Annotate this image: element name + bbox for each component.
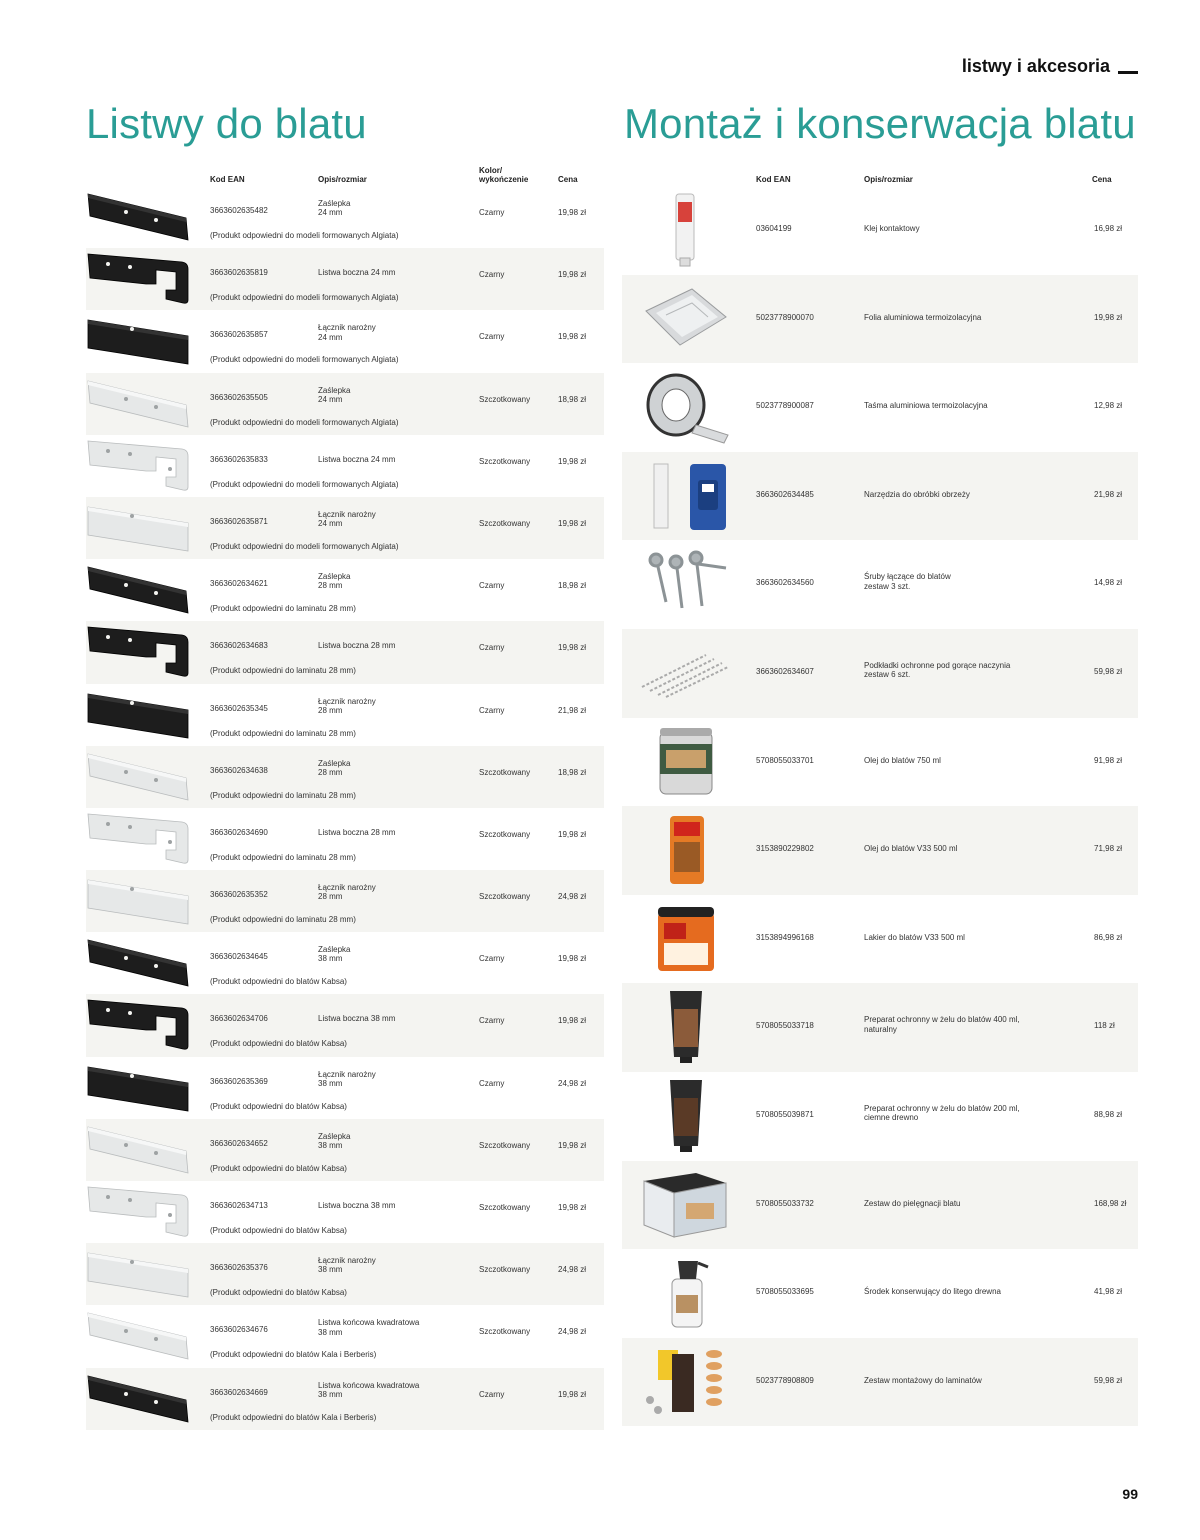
black-end-cap-icon — [86, 936, 190, 990]
description-line-2: 28 mm — [318, 581, 343, 591]
price: 88,98 zł — [1094, 1109, 1123, 1119]
description-line-1: Listwa boczna 28 mm — [318, 827, 396, 837]
ean-code: 3663602634669 — [210, 1387, 268, 1397]
table-row — [86, 186, 604, 248]
ean-code: 3663602635871 — [210, 516, 268, 526]
product-description — [864, 661, 1064, 679]
product-description — [318, 759, 428, 777]
care-kit-icon — [636, 1167, 732, 1243]
price: 14,98 zł — [1094, 578, 1123, 588]
mounting-kit-icon — [636, 1344, 732, 1420]
color-finish: Szczotkowany — [479, 456, 531, 466]
price: 19,98 zł — [558, 829, 587, 839]
product-description — [318, 945, 428, 963]
price: 19,98 zł — [558, 332, 587, 342]
table-row — [86, 559, 604, 621]
table-row — [86, 373, 604, 435]
table-row — [86, 932, 604, 994]
ean-code: 5023778908809 — [756, 1375, 814, 1385]
compatibility-note: (Produkt odpowiedni do modeli formowanych Algiata) — [210, 479, 399, 489]
product-description — [318, 1132, 428, 1150]
color-finish: Szczotkowany — [479, 518, 531, 528]
color-finish: Czarny — [479, 581, 505, 591]
price: 19,98 zł — [558, 1389, 587, 1399]
color-finish: Czarny — [479, 1389, 505, 1399]
table-row — [86, 1057, 604, 1119]
silver-side-strip-icon — [86, 1185, 190, 1239]
compatibility-note: (Produkt odpowiedni do blatów Kabsa) — [210, 1101, 347, 1111]
description-line-1: Listwa boczna 28 mm — [318, 641, 396, 651]
price: 18,98 zł — [558, 581, 587, 591]
color-finish: Szczotkowany — [479, 1140, 531, 1150]
description-line-1: Łącznik narożny — [318, 696, 376, 706]
price: 41,98 zł — [1094, 1287, 1123, 1297]
product-description — [318, 697, 428, 715]
ean-code: 3663602635833 — [210, 454, 268, 464]
description-line-1: Zaślepka — [318, 199, 351, 208]
description-line-2: ciemne drewno — [864, 1113, 919, 1123]
ean-code: 3663602634645 — [210, 952, 268, 962]
ean-code: 3663602635352 — [210, 890, 268, 900]
foil-sheet-icon — [636, 281, 732, 357]
black-end-cap-icon — [86, 190, 190, 244]
black-side-strip-icon — [86, 998, 190, 1052]
gel-tube-icon — [636, 989, 732, 1065]
compatibility-note: (Produkt odpowiedni do modeli formowanych Algiata) — [210, 231, 399, 240]
header-price: Cena — [1092, 175, 1112, 184]
table-row — [86, 621, 604, 683]
color-finish: Czarny — [479, 270, 505, 280]
right-heading: Montaż i konserwacja blatu — [624, 100, 1136, 147]
product-description — [864, 1287, 1064, 1296]
ean-code: 3663602635505 — [210, 392, 268, 402]
ean-code: 3663602635857 — [210, 330, 268, 340]
table-row — [86, 994, 604, 1056]
ean-code: 3663602634621 — [210, 579, 268, 589]
table-row — [622, 452, 1138, 541]
ean-code: 3153890229802 — [756, 844, 814, 854]
compatibility-note: (Produkt odpowiedni do laminatu 28 mm) — [210, 852, 356, 862]
price: 21,98 zł — [1094, 489, 1123, 499]
bolts-icon — [636, 546, 732, 622]
price: 71,98 zł — [1094, 844, 1123, 854]
table-row — [86, 1368, 604, 1430]
product-description — [318, 199, 428, 217]
description-line-1: Listwa boczna 38 mm — [318, 1014, 396, 1024]
header-color: Kolor/ wykończenie — [479, 165, 529, 184]
table-row — [622, 540, 1138, 629]
price: 24,98 zł — [558, 892, 587, 902]
compatibility-note: (Produkt odpowiedni do laminatu 28 mm) — [210, 604, 356, 614]
ean-code: 3663602635376 — [210, 1263, 268, 1273]
gel-tube-dark-icon — [636, 1078, 732, 1154]
product-description — [864, 572, 1064, 590]
ean-code: 5708055033695 — [756, 1287, 814, 1297]
color-finish: Czarny — [479, 208, 505, 217]
color-finish: Szczotkowany — [479, 829, 531, 839]
compatibility-note: (Produkt odpowiedni do modeli formowanych Algiata) — [210, 541, 399, 551]
table-row — [622, 806, 1138, 895]
pads-icon — [636, 635, 732, 711]
compatibility-note: (Produkt odpowiedni do modeli formowanych Algiata) — [210, 293, 399, 303]
color-finish: Szczotkowany — [479, 1327, 531, 1337]
product-description — [864, 1015, 1064, 1033]
price: 86,98 zł — [1094, 932, 1123, 942]
description-line-2: 24 mm — [318, 394, 343, 404]
price: 18,98 zł — [558, 394, 587, 404]
product-description — [864, 1104, 1064, 1122]
header-price: Cena — [558, 174, 578, 184]
description-line-1: Śruby łączące do blatów — [864, 572, 951, 582]
table-row — [86, 435, 604, 497]
description-line-2: zestaw 6 szt. — [864, 670, 911, 680]
ean-code: 3663602634638 — [210, 765, 268, 775]
description-line-1: Listwa boczna 24 mm — [318, 268, 396, 278]
table-row — [86, 248, 604, 310]
product-description — [864, 933, 1064, 942]
ean-code: 3663602634713 — [210, 1201, 268, 1210]
ean-code: 5708055033732 — [756, 1198, 814, 1208]
header-ean: Kod EAN — [210, 174, 245, 184]
ean-code: 3663602635819 — [210, 268, 268, 278]
color-finish: Szczotkowany — [479, 767, 531, 777]
silver-side-strip-icon — [86, 812, 190, 866]
product-description — [318, 828, 428, 837]
description-line-2: 24 mm — [318, 519, 343, 529]
price: 19,98 zł — [1094, 312, 1123, 322]
price: 24,98 zł — [558, 1327, 587, 1337]
table-row — [622, 983, 1138, 1072]
compatibility-note: (Produkt odpowiedni do laminatu 28 mm) — [210, 666, 356, 676]
compatibility-note: (Produkt odpowiedni do blatów Kabsa) — [210, 1226, 347, 1235]
product-description — [864, 1376, 1064, 1385]
price: 19,98 zł — [558, 456, 587, 466]
black-side-strip-icon — [86, 252, 190, 306]
black-corner-joint-icon — [86, 688, 190, 742]
description-line-2: 38 mm — [318, 1078, 343, 1088]
product-description — [318, 883, 428, 901]
description-line-2: naturalny — [864, 1024, 897, 1034]
edge-tool-icon — [636, 458, 732, 534]
table-row — [86, 746, 604, 808]
product-description — [318, 1318, 428, 1336]
color-finish: Czarny — [479, 705, 505, 715]
section-tag-bar — [1118, 71, 1138, 74]
table-row — [622, 275, 1138, 364]
ean-code: 5708055039871 — [756, 1109, 814, 1119]
description-line-1: Zaślepka — [318, 572, 351, 582]
countertop-strips-table — [86, 160, 604, 1430]
description-line-2: 38 mm — [318, 954, 343, 964]
price: 59,98 zł — [1094, 666, 1123, 676]
varnish-can-icon — [636, 901, 732, 977]
product-description — [318, 268, 428, 277]
price: 19,98 zł — [558, 1016, 587, 1026]
compatibility-note: (Produkt odpowiedni do modeli formowanych Algiata) — [210, 355, 399, 365]
price: 18,98 zł — [558, 767, 587, 777]
ean-code: 5023778900087 — [756, 401, 814, 411]
black-end-cap-icon — [86, 1372, 190, 1426]
ean-code: 3663602635369 — [210, 1076, 268, 1086]
table-body — [622, 186, 1138, 1426]
product-description — [318, 323, 428, 341]
color-finish: Szczotkowany — [479, 1203, 531, 1212]
black-side-strip-icon — [86, 625, 190, 679]
table-row — [86, 808, 604, 870]
black-corner-joint-icon — [86, 314, 190, 368]
table-row — [622, 186, 1138, 275]
product-description — [864, 401, 1064, 410]
silver-corner-joint-icon — [86, 874, 190, 928]
description-line-1: Zestaw montażowy do laminatów — [864, 1375, 982, 1385]
ean-code: 3663602634706 — [210, 1014, 268, 1024]
price: 91,98 zł — [1094, 755, 1123, 765]
description-line-1: Folia aluminiowa termoizolacyjna — [864, 312, 982, 322]
compatibility-note: (Produkt odpowiedni do laminatu 28 mm) — [210, 790, 356, 800]
product-description — [864, 756, 1064, 765]
table-row — [86, 1119, 604, 1181]
ean-code: 3663602634607 — [756, 666, 814, 676]
price: 12,98 zł — [1094, 401, 1123, 411]
color-finish: Czarny — [479, 643, 505, 653]
ean-code: 3663602634652 — [210, 1138, 268, 1148]
description-line-2: 38 mm — [318, 1327, 343, 1337]
description-line-2: 24 mm — [318, 332, 343, 342]
table-row — [86, 1243, 604, 1305]
description-line-1: Zaślepka — [318, 945, 351, 955]
ean-code: 5708055033718 — [756, 1021, 814, 1031]
product-description — [318, 1381, 428, 1399]
price: 168,98 zł — [1094, 1198, 1127, 1208]
price: 24,98 zł — [558, 1078, 587, 1088]
price: 19,98 zł — [558, 954, 587, 964]
oil-bottle-icon — [636, 812, 732, 888]
product-description — [318, 1070, 428, 1088]
compatibility-note: (Produkt odpowiedni do blatów Kala i Berberis) — [210, 1412, 377, 1422]
spray-bottle-icon — [636, 1255, 732, 1331]
color-finish: Czarny — [479, 1016, 505, 1026]
ean-code: 3663602635345 — [210, 703, 268, 713]
description-line-1: Preparat ochronny w żelu do blatów 400 ml, — [864, 1015, 1020, 1025]
description-line-1: Olej do blatów V33 500 ml — [864, 844, 958, 854]
color-finish: Szczotkowany — [479, 394, 531, 404]
section-tag — [962, 56, 1138, 77]
product-description — [318, 386, 428, 404]
silver-end-cap-icon — [86, 377, 190, 431]
description-line-1: Łącznik narożny — [318, 1069, 376, 1079]
silver-side-strip-icon — [86, 439, 190, 493]
table-row — [86, 1181, 604, 1243]
description-line-1: Podkładki ochronne pod gorące naczynia — [864, 660, 1011, 670]
silver-corner-joint-icon — [86, 1247, 190, 1301]
header-desc: Opis/rozmiar — [864, 175, 913, 184]
table-row — [622, 1161, 1138, 1250]
description-line-1: Listwa końcowa kwadratowa — [318, 1318, 420, 1328]
oil-can-icon — [636, 724, 732, 800]
description-line-1: Łącznik narożny — [318, 1256, 376, 1266]
description-line-2: 28 mm — [318, 892, 343, 902]
description-line-1: Listwa końcowa kwadratowa — [318, 1380, 420, 1390]
price: 19,98 zł — [558, 518, 587, 528]
table-body — [86, 186, 604, 1430]
compatibility-note: (Produkt odpowiedni do blatów Kabsa) — [210, 977, 347, 987]
compatibility-note: (Produkt odpowiedni do blatów Kabsa) — [210, 1163, 347, 1173]
description-line-1: Zaślepka — [318, 385, 351, 395]
silver-end-cap-icon — [86, 1309, 190, 1363]
table-row — [622, 718, 1138, 807]
glue-tube-icon — [636, 192, 732, 268]
table-row — [622, 1338, 1138, 1427]
compatibility-note: (Produkt odpowiedni do laminatu 28 mm) — [210, 728, 356, 738]
description-line-1: Olej do blatów 750 ml — [864, 755, 941, 765]
color-finish: Czarny — [479, 1078, 505, 1088]
product-description — [864, 1199, 1064, 1208]
price: 19,98 zł — [558, 1140, 587, 1150]
ean-code: 3663602635482 — [210, 206, 268, 215]
price: 19,98 zł — [558, 1203, 587, 1212]
description-line-1: Lakier do blatów V33 500 ml — [864, 932, 965, 942]
section-tag-label: listwy i akcesoria — [961, 56, 1110, 76]
description-line-1: Łącznik narożny — [318, 323, 376, 333]
table-row — [86, 1305, 604, 1367]
description-line-2: 38 mm — [318, 1265, 343, 1275]
description-line-2: 28 mm — [318, 767, 343, 777]
table-row — [86, 310, 604, 372]
product-description — [318, 1201, 428, 1210]
table-row — [622, 895, 1138, 984]
product-description — [318, 455, 428, 464]
description-line-2: 24 mm — [318, 208, 343, 218]
description-line-1: Łącznik narożny — [318, 509, 376, 519]
ean-code: 3663602634676 — [210, 1325, 268, 1335]
description-line-1: Listwa boczna 38 mm — [318, 1201, 396, 1210]
table-row — [86, 497, 604, 559]
table-row — [622, 1249, 1138, 1338]
color-finish: Szczotkowany — [479, 1265, 531, 1275]
compatibility-note: (Produkt odpowiedni do modeli formowanych Algiata) — [210, 417, 399, 427]
price: 16,98 zł — [1094, 224, 1123, 233]
product-description — [864, 844, 1064, 853]
table-row — [622, 629, 1138, 718]
table-header — [622, 160, 1138, 186]
color-finish: Szczotkowany — [479, 892, 531, 902]
tape-roll-icon — [636, 369, 732, 445]
price: 21,98 zł — [558, 705, 587, 715]
color-finish: Czarny — [479, 332, 505, 342]
product-description — [318, 1014, 428, 1023]
header-ean: Kod EAN — [756, 175, 791, 184]
black-end-cap-icon — [86, 563, 190, 617]
product-description — [864, 224, 1064, 233]
description-line-1: Środek konserwujący do litego drewna — [864, 1287, 1001, 1297]
description-line-1: Zaślepka — [318, 758, 351, 768]
description-line-2: 38 mm — [318, 1389, 343, 1399]
table-header — [86, 160, 604, 186]
ean-code: 03604199 — [756, 224, 792, 233]
header-desc: Opis/rozmiar — [318, 174, 367, 184]
product-description — [318, 572, 428, 590]
compatibility-note: (Produkt odpowiedni do blatów Kala i Berberis) — [210, 1350, 377, 1360]
black-corner-joint-icon — [86, 1061, 190, 1115]
description-line-1: Narzędzia do obróbki obrzeży — [864, 489, 970, 499]
compatibility-note: (Produkt odpowiedni do blatów Kabsa) — [210, 1288, 347, 1298]
product-description — [318, 1256, 428, 1274]
ean-code: 5708055033701 — [756, 755, 814, 765]
description-line-2: 38 mm — [318, 1141, 343, 1150]
description-line-1: Taśma aluminiowa termoizolacyjna — [864, 401, 988, 411]
table-row — [86, 684, 604, 746]
product-description — [318, 510, 428, 528]
compatibility-note: (Produkt odpowiedni do laminatu 28 mm) — [210, 915, 356, 925]
silver-end-cap-icon — [86, 1123, 190, 1177]
color-finish: Czarny — [479, 954, 505, 964]
product-description — [864, 313, 1064, 322]
page-number: 99 — [1122, 1486, 1138, 1502]
ean-code: 3153894996168 — [756, 932, 814, 942]
table-row — [86, 870, 604, 932]
description-line-1: Preparat ochronny w żelu do blatów 200 ml, — [864, 1103, 1020, 1113]
product-description — [864, 490, 1064, 499]
description-line-1: Zestaw do pielęgnacji blatu — [864, 1198, 961, 1208]
compatibility-note: (Produkt odpowiedni do blatów Kabsa) — [210, 1039, 347, 1049]
left-heading: Listwy do blatu — [86, 100, 367, 147]
ean-code: 3663602634690 — [210, 827, 268, 837]
description-line-2: zestaw 3 szt. — [864, 581, 911, 591]
product-description — [318, 641, 428, 650]
table-row — [622, 363, 1138, 452]
ean-code: 3663602634560 — [756, 578, 814, 588]
silver-corner-joint-icon — [86, 501, 190, 555]
price: 59,98 zł — [1094, 1375, 1123, 1385]
mounting-care-table — [622, 160, 1138, 1426]
ean-code: 3663602634485 — [756, 489, 814, 499]
description-line-1: Listwa boczna 24 mm — [318, 454, 396, 464]
description-line-1: Klej kontaktowy — [864, 224, 920, 233]
price: 24,98 zł — [558, 1265, 587, 1275]
description-line-1: Łącznik narożny — [318, 883, 376, 893]
table-row — [622, 1072, 1138, 1161]
ean-code: 3663602634683 — [210, 641, 268, 651]
price: 19,98 zł — [558, 270, 587, 280]
price: 118 zł — [1094, 1021, 1115, 1031]
price: 19,98 zł — [558, 208, 587, 217]
silver-end-cap-icon — [86, 750, 190, 804]
ean-code: 5023778900070 — [756, 312, 814, 322]
price: 19,98 zł — [558, 643, 587, 653]
description-line-1: Zaślepka — [318, 1131, 351, 1141]
description-line-2: 28 mm — [318, 705, 343, 715]
